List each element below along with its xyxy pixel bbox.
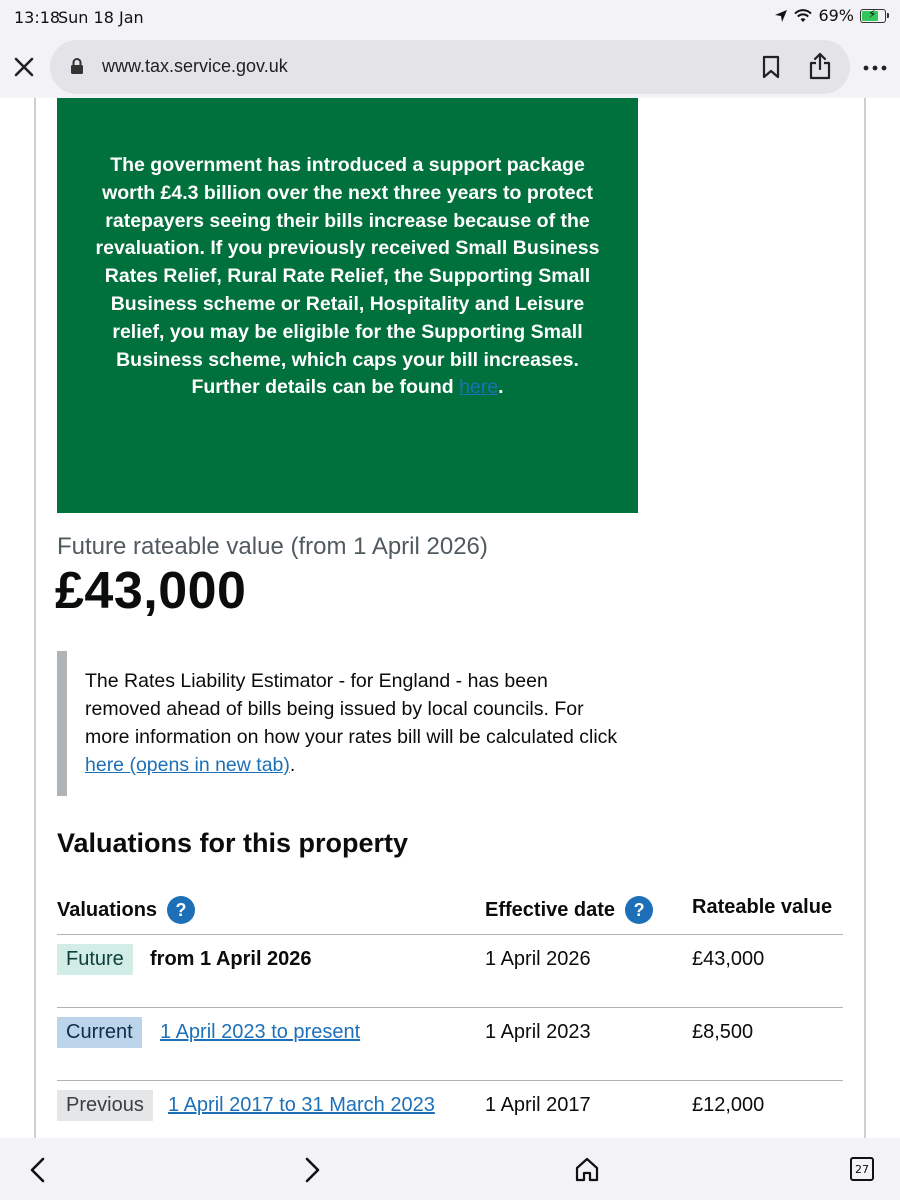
content-border-left	[34, 98, 36, 1138]
status-bar	[0, 0, 900, 34]
home-icon[interactable]	[574, 1156, 600, 1182]
future-tag: Future	[57, 944, 133, 975]
row-period-link[interactable]: 1 April 2023 to present	[160, 1021, 361, 1043]
table-row	[57, 1008, 843, 1081]
banner-here-link[interactable]: here	[459, 376, 499, 399]
estimator-notice	[57, 651, 617, 796]
estimator-notice-text	[85, 667, 625, 779]
rateable-value-header-label: Rateable value	[692, 896, 833, 918]
tabs-button[interactable]: 27	[850, 1157, 874, 1181]
row-effective-date: 1 April 2023	[485, 1021, 591, 1043]
valuations-heading: Valuations for this property	[57, 828, 409, 858]
browser-toolbar	[0, 1138, 900, 1200]
row-rateable-value: £12,000	[692, 1094, 765, 1116]
more-icon[interactable]	[862, 58, 888, 78]
notice-body: The Rates Liability Estimator - for England - has been removed ahead of bills being issued by local councils. For more information on how your rates bill will be calculated click	[85, 670, 618, 748]
rateable-value-column-header	[692, 896, 832, 919]
valuations-column-header	[57, 896, 195, 924]
status-indicators	[774, 6, 886, 25]
row-period-link[interactable]: 1 April 2017 to 31 March 2023	[168, 1094, 435, 1116]
support-package-banner	[57, 98, 638, 513]
table-row	[57, 1081, 843, 1138]
bookmark-icon[interactable]	[760, 55, 782, 79]
url-field[interactable]	[50, 40, 850, 94]
row-effective-date: 1 April 2026	[485, 948, 591, 970]
banner-body: The government has introduced a support package worth £4.3 billion over the next three years to protect ratepayers seeing their bills increase because of the revaluation. If you previously received Small Business Rates Relief, Rural Rate Relief, the Supporting Small Business scheme or Retail, Hospitality and Leisure relief, you may be eligible for the Supporting Small Business scheme, which caps your bill increases. Further details can be found	[95, 154, 600, 399]
back-chevron-icon[interactable]	[26, 1156, 50, 1184]
notice-here-link[interactable]: here (opens in new tab)	[85, 754, 290, 776]
address-bar-row	[0, 38, 900, 96]
row-rateable-value: £43,000	[692, 948, 765, 970]
forward-chevron-icon[interactable]	[300, 1156, 324, 1184]
current-tag: Current	[57, 1017, 142, 1048]
banner-period: .	[498, 376, 504, 399]
wifi-icon	[794, 9, 812, 23]
battery-icon: ⚡	[860, 9, 886, 23]
status-date: Sun 18 Jan	[58, 8, 144, 27]
banner-text	[87, 152, 608, 402]
url-text: www.tax.service.gov.uk	[102, 56, 288, 76]
close-icon[interactable]	[10, 53, 38, 81]
location-arrow-icon	[774, 9, 788, 23]
row-period: from 1 April 2026	[150, 948, 312, 970]
future-value-caption: Future rateable value (from 1 April 2026)	[57, 533, 488, 560]
lock-icon	[70, 57, 84, 75]
effective-date-help-icon[interactable]: ?	[625, 896, 653, 924]
row-effective-date: 1 April 2017	[485, 1094, 591, 1116]
battery-percent: 69%	[818, 6, 854, 25]
status-time: 13:18	[14, 8, 61, 27]
valuations-table	[57, 888, 843, 1138]
share-icon[interactable]	[808, 52, 832, 80]
table-header	[57, 888, 843, 935]
table-row	[57, 935, 843, 1008]
effective-date-column-header	[485, 896, 653, 924]
previous-tag: Previous	[57, 1090, 153, 1121]
notice-period: .	[289, 754, 296, 776]
row-rateable-value: £8,500	[692, 1021, 754, 1043]
future-value-amount: £43,000	[55, 562, 247, 620]
content-border-right	[864, 98, 866, 1138]
valuations-header-label: Valuations	[57, 898, 158, 921]
valuations-help-icon[interactable]: ?	[167, 896, 195, 924]
effective-date-header-label: Effective date	[485, 898, 616, 921]
web-content	[0, 98, 900, 1138]
